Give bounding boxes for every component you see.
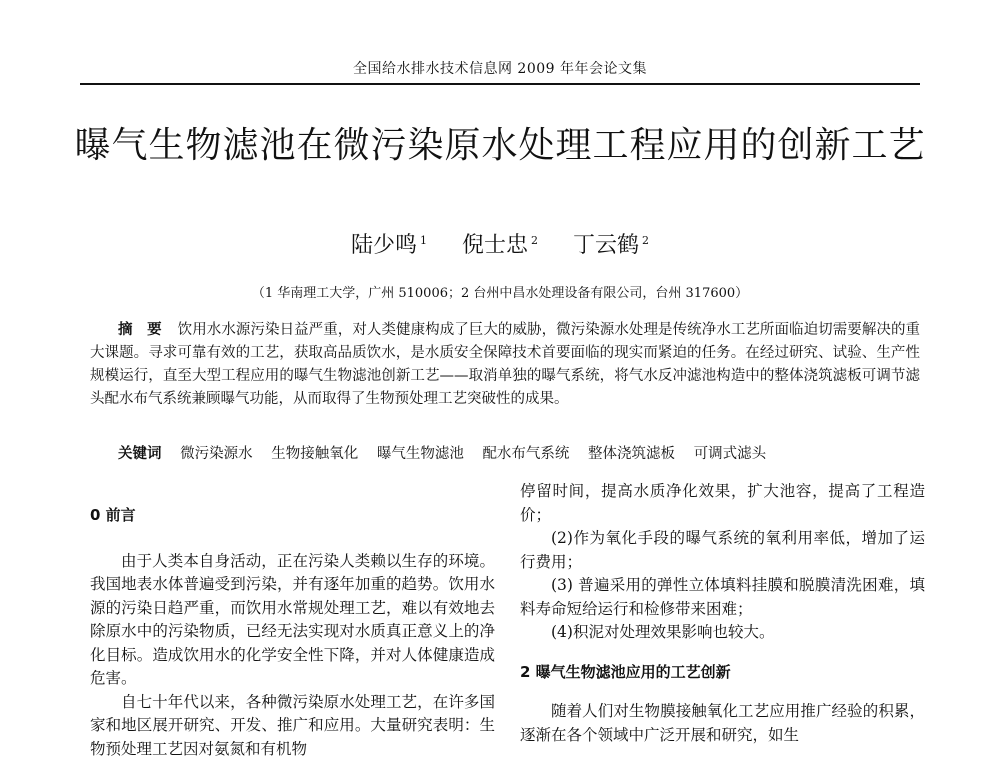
affiliation: （1 华南理工大学，广州 510006；2 台州中昌水处理设备有限公司，台州 317600） (0, 282, 1000, 301)
author-list (0, 228, 1000, 259)
author (462, 233, 538, 258)
paragraph: 自七十年代以来，各种微污染原水处理工艺，在许多国家和地区展开研究、开发、推广和应用。大量研究表明：生物预处理工艺因对氨氮和有机物 (90, 691, 495, 761)
list-item: (3) 普遍采用的弹性立体填料挂膜和脱膜清洗困难，填料寿命短给运行和检修带来困难； (520, 574, 925, 621)
author-affil-mark: 2 (531, 234, 538, 247)
author-affil-mark: 2 (642, 234, 649, 247)
author-name: 陆少鸣 (351, 233, 417, 258)
author (573, 233, 649, 258)
list-item: (2)作为氧化手段的曝气系统的氧利用率低，增加了运行费用； (520, 527, 925, 574)
author-name: 丁云鹤 (573, 233, 639, 258)
keyword: 生物接触氧化 (271, 446, 358, 462)
author-affil-mark: 1 (420, 234, 427, 247)
keyword: 可调式滤头 (694, 446, 767, 462)
keyword: 整体浇筑滤板 (588, 446, 675, 462)
header-rule (80, 83, 920, 85)
list-item: (4)积泥对处理效果影响也较大。 (520, 621, 925, 645)
abstract-label: 摘 要 (118, 321, 162, 338)
paragraph: 随着人们对生物膜接触氧化工艺应用推广经验的积累，逐渐在各个领域中广泛开展和研究，如生 (520, 700, 925, 747)
left-column (90, 480, 495, 761)
author-name: 倪士忠 (462, 233, 528, 258)
paragraph: 停留时间，提高水质净化效果，扩大池容，提高了工程造价； (520, 480, 925, 527)
section-heading-2: 2 曝气生物滤池应用的工艺创新 (520, 661, 925, 685)
abstract-text: 饮用水水源污染日益严重，对人类健康构成了巨大的威胁，微污染源水处理是传统净水工艺所面临迫切需要解决的重大课题。寻求可靠有效的工艺，获取高品质饮水，是水质安全保障技术首要面临的现实而紧迫的任务。在经过研究、试验、生产性规模运行，直至大型工程应用的曝气生物滤池创新工艺——取消单独的曝气系统，将气水反冲滤池构造中的整体浇筑滤板可调节滤头配水布气系统兼顾曝气功能，从而取得了生物预处理工艺突破性的成果。 (90, 322, 920, 407)
abstract (90, 318, 920, 411)
keywords (118, 442, 918, 463)
article-title: 曝气生物滤池在微污染原水处理工程应用的创新工艺 (70, 118, 930, 174)
author (351, 233, 427, 258)
running-head: 全国给水排水技术信息网 2009 年年会论文集 (0, 58, 1000, 78)
keyword: 曝气生物滤池 (377, 446, 464, 462)
keyword: 微污染源水 (180, 446, 253, 462)
section-heading-intro: 0 前言 (90, 504, 495, 528)
keywords-label: 关键词 (118, 445, 162, 462)
paragraph: 由于人类本自身活动，正在污染人类赖以生存的环境。我国地表水体普遍受到污染，并有逐年加重的趋势。饮用水源的污染日趋严重，而饮用水常规处理工艺，难以有效地去除原水中的污染物质，已经无法实现对水质真正意义上的净化目标。造成饮用水的化学安全性下降，并对人体健康造成危害。 (90, 550, 495, 691)
right-column (520, 480, 925, 747)
keyword: 配水布气系统 (482, 446, 569, 462)
